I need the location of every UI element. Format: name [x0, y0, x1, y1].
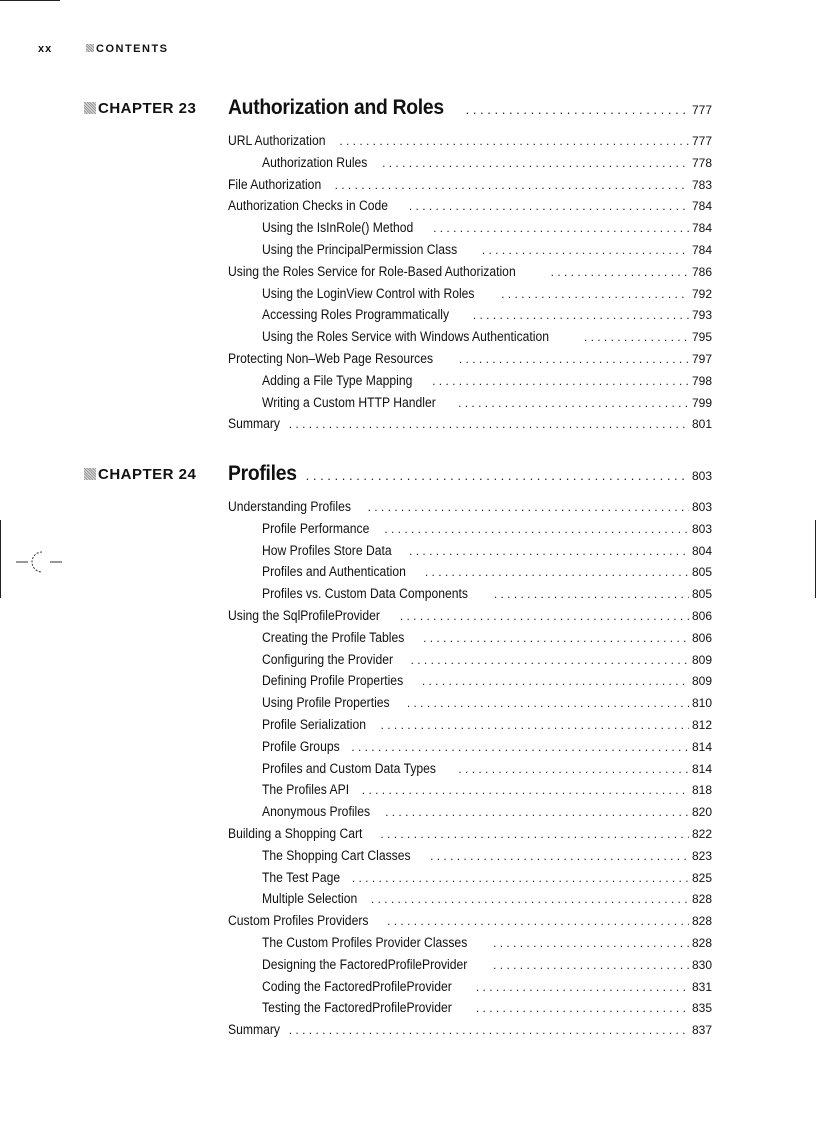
- entry-page-number: 783: [691, 177, 712, 192]
- toc-subsection-entry[interactable]: [228, 329, 712, 351]
- dot-leader: [476, 1001, 689, 1015]
- toc-subsection-entry[interactable]: [228, 717, 712, 739]
- entry-title[interactable]: Profile Performance: [262, 520, 370, 536]
- entry-title[interactable]: Profile Serialization: [262, 716, 367, 732]
- entry-page-number: 830: [691, 957, 712, 972]
- dot-leader: [362, 783, 689, 797]
- dot-leader: [409, 199, 689, 213]
- entry-page-number: 837: [691, 1023, 712, 1038]
- dot-leader: [494, 587, 689, 601]
- entry-title[interactable]: The Test Page: [262, 869, 341, 885]
- dot-leader: [351, 740, 689, 754]
- dot-leader: [458, 762, 689, 776]
- entry-title[interactable]: Testing the FactoredProfileProvider: [262, 1000, 452, 1016]
- toc-subsection-entry[interactable]: [228, 695, 712, 717]
- entry-page-number: 814: [691, 761, 712, 776]
- entry-page-number: 784: [691, 242, 712, 257]
- dot-leader: [382, 156, 689, 170]
- toc-subsection-entry[interactable]: [228, 286, 712, 308]
- toc-entry-list: [228, 499, 712, 1044]
- chapter-label: [84, 466, 196, 483]
- dot-leader: [458, 396, 689, 410]
- entry-page-number: 777: [691, 134, 712, 148]
- dot-leader: [422, 674, 689, 688]
- entry-page-number: 784: [691, 199, 712, 214]
- toc-entry-list: [228, 133, 712, 438]
- entry-title[interactable]: Using Profile Properties: [262, 695, 390, 711]
- entry-title[interactable]: Summary: [228, 416, 280, 432]
- toc-subsection-entry[interactable]: [228, 979, 712, 1001]
- entry-page-number: 835: [691, 1001, 712, 1016]
- toc-subsection-entry[interactable]: [228, 652, 712, 674]
- entry-page-number: 795: [691, 330, 712, 345]
- toc-subsection-entry[interactable]: [228, 739, 712, 761]
- chapter-title[interactable]: Authorization and Roles: [228, 96, 444, 119]
- toc-section-entry[interactable]: [228, 1022, 712, 1044]
- top-crop-rule: [0, 0, 60, 1]
- chapter-title-row[interactable]: [228, 462, 712, 486]
- toc-subsection-entry[interactable]: [228, 935, 712, 957]
- entry-page-number: 806: [691, 630, 712, 645]
- dot-leader: [409, 544, 689, 558]
- entry-title[interactable]: File Authorization: [228, 176, 322, 192]
- dot-leader: [493, 936, 689, 950]
- dot-leader: [335, 178, 689, 192]
- section-name: CONTENTS: [96, 43, 169, 55]
- entry-title[interactable]: Multiple Selection: [262, 891, 358, 907]
- dot-leader: [380, 827, 689, 841]
- entry-title[interactable]: Protecting Non–Web Page Resources: [228, 350, 434, 366]
- entry-page-number: 822: [691, 826, 712, 841]
- running-header: [38, 43, 169, 55]
- dot-leader: [473, 308, 689, 322]
- toc-section-entry[interactable]: [228, 826, 712, 848]
- entry-page-number: 806: [691, 608, 712, 623]
- entry-title[interactable]: Profiles and Custom Data Types: [262, 760, 437, 776]
- dot-leader: [501, 287, 689, 301]
- dot-leader: [411, 653, 689, 667]
- toc-section-entry[interactable]: [228, 264, 712, 286]
- entry-title[interactable]: Designing the FactoredProfileProvider: [262, 956, 468, 972]
- toc-subsection-entry[interactable]: [228, 220, 712, 242]
- dot-leader: [433, 221, 689, 235]
- entry-page-number: 778: [691, 155, 712, 170]
- toc-subsection-entry[interactable]: [228, 870, 712, 892]
- entry-title[interactable]: Configuring the Provider: [262, 651, 394, 667]
- page-number: xx: [38, 43, 53, 55]
- dot-leader: [306, 468, 689, 483]
- toc-subsection-entry[interactable]: [228, 521, 712, 543]
- dot-leader: [482, 243, 689, 257]
- dot-leader: [407, 696, 689, 710]
- entry-page-number: 804: [691, 543, 712, 558]
- entry-page-number: 828: [691, 892, 712, 907]
- toc-subsection-entry[interactable]: [228, 586, 712, 608]
- entry-title[interactable]: Creating the Profile Tables: [262, 629, 405, 645]
- entry-title[interactable]: Adding a File Type Mapping: [262, 372, 413, 388]
- dot-leader: [368, 500, 689, 514]
- entry-page-number: 818: [691, 783, 712, 798]
- entry-title[interactable]: Using the IsInRole() Method: [262, 220, 414, 236]
- entry-title[interactable]: Custom Profiles Providers: [228, 913, 369, 929]
- toc-subsection-entry[interactable]: [228, 957, 712, 979]
- toc-subsection-entry[interactable]: [228, 307, 712, 329]
- toc-subsection-entry[interactable]: [228, 155, 712, 177]
- dot-leader: [493, 958, 689, 972]
- dot-leader: [423, 631, 689, 645]
- entry-title[interactable]: How Profiles Store Data: [262, 542, 392, 558]
- entry-page-number: 809: [691, 652, 712, 667]
- entry-page-number: 798: [691, 373, 712, 388]
- toc-subsection-entry[interactable]: [228, 564, 712, 586]
- entry-title[interactable]: Profiles vs. Custom Data Components: [262, 586, 468, 602]
- toc-section-entry[interactable]: [228, 499, 712, 521]
- dot-leader: [381, 718, 689, 732]
- dot-leader: [352, 871, 689, 885]
- toc-subsection-entry[interactable]: [228, 630, 712, 652]
- toc-section-entry[interactable]: [228, 913, 712, 935]
- entry-page-number: 828: [691, 914, 712, 929]
- entry-title[interactable]: Profile Groups: [262, 738, 340, 754]
- chapter-page-number: 803: [691, 469, 712, 483]
- dot-leader: [466, 102, 689, 117]
- dot-leader: [432, 374, 689, 388]
- entry-title[interactable]: URL Authorization: [228, 133, 326, 148]
- entry-title[interactable]: Defining Profile Properties: [262, 673, 404, 689]
- square-bullet-icon: [86, 44, 94, 52]
- entry-page-number: 805: [691, 587, 712, 602]
- entry-title[interactable]: Summary: [228, 1022, 280, 1038]
- toc-subsection-entry[interactable]: [228, 673, 712, 695]
- entry-title[interactable]: Using the SqlProfileProvider: [228, 607, 380, 623]
- dot-leader: [425, 565, 689, 579]
- dot-leader: [371, 892, 689, 906]
- toc-subsection-entry[interactable]: [228, 804, 712, 826]
- entry-page-number: 828: [691, 935, 712, 950]
- dot-leader: [476, 980, 689, 994]
- entry-page-number: 784: [691, 221, 712, 236]
- left-crop-mark: [0, 520, 1, 598]
- entry-page-number: 803: [691, 521, 712, 536]
- entry-page-number: 805: [691, 565, 712, 580]
- chapter-page-number: 777: [691, 103, 712, 117]
- dot-leader: [289, 1023, 689, 1037]
- entry-title[interactable]: The Custom Profiles Provider Classes: [262, 934, 468, 950]
- chapter-title-row[interactable]: [228, 96, 712, 120]
- chapter-number: CHAPTER 24: [98, 466, 197, 483]
- entry-title[interactable]: Coding the FactoredProfileProvider: [262, 978, 452, 994]
- entry-page-number: 814: [691, 739, 712, 754]
- entry-page-number: 786: [691, 264, 712, 279]
- entry-title[interactable]: Using the PrincipalPermission Class: [262, 241, 458, 257]
- entry-title[interactable]: The Shopping Cart Classes: [262, 847, 411, 863]
- toc-section-entry[interactable]: [228, 351, 712, 373]
- entry-title[interactable]: Writing a Custom HTTP Handler: [262, 394, 436, 410]
- dot-leader: [387, 914, 689, 928]
- dot-leader: [339, 134, 689, 148]
- entry-page-number: 792: [691, 286, 712, 301]
- entry-title[interactable]: The Profiles API: [262, 782, 350, 798]
- entry-title[interactable]: Understanding Profiles: [228, 499, 351, 514]
- chapter-label: [84, 100, 196, 117]
- entry-page-number: 797: [691, 351, 712, 366]
- toc-subsection-entry[interactable]: [228, 848, 712, 870]
- toc-subsection-entry[interactable]: [228, 891, 712, 913]
- toc-section-entry[interactable]: [228, 133, 712, 155]
- toc-subsection-entry[interactable]: [228, 761, 712, 783]
- toc-section-entry[interactable]: [228, 177, 712, 199]
- toc-subsection-entry[interactable]: [228, 395, 712, 417]
- toc-subsection-entry[interactable]: [228, 373, 712, 395]
- entry-page-number: 825: [691, 870, 712, 885]
- toc-section-entry[interactable]: [228, 608, 712, 630]
- square-bullet-icon: [84, 102, 96, 114]
- entry-title[interactable]: Profiles and Authentication: [262, 564, 406, 580]
- dot-leader: [430, 849, 689, 863]
- entry-title[interactable]: Authorization Rules: [262, 154, 368, 170]
- entry-page-number: 812: [691, 717, 712, 732]
- entry-title[interactable]: Using the LoginView Control with Roles: [262, 285, 475, 301]
- entry-page-number: 803: [691, 500, 712, 514]
- dot-leader: [400, 609, 689, 623]
- dot-leader: [385, 805, 689, 819]
- entry-title[interactable]: Accessing Roles Programmatically: [262, 307, 450, 323]
- entry-title[interactable]: Using the Roles Service with Windows Authentication: [262, 329, 550, 345]
- dot-leader: [289, 417, 689, 431]
- chapter-number: CHAPTER 23: [98, 100, 197, 117]
- toc-section-entry[interactable]: [228, 198, 712, 220]
- entry-page-number: 809: [691, 674, 712, 689]
- entry-page-number: 801: [691, 417, 712, 432]
- toc-section-entry[interactable]: [228, 416, 712, 438]
- toc-subsection-entry[interactable]: [228, 782, 712, 804]
- toc-subsection-entry[interactable]: [228, 543, 712, 565]
- square-bullet-icon: [84, 468, 96, 480]
- chapter-title[interactable]: Profiles: [228, 462, 297, 485]
- dot-leader: [584, 330, 689, 344]
- dot-leader: [384, 522, 689, 536]
- entry-page-number: 793: [691, 308, 712, 323]
- dot-leader: [551, 265, 689, 279]
- entry-title[interactable]: Using the Roles Service for Role-Based Authorization: [228, 263, 516, 279]
- entry-title[interactable]: Anonymous Profiles: [262, 804, 371, 820]
- entry-page-number: 831: [691, 979, 712, 994]
- entry-title[interactable]: Building a Shopping Cart: [228, 825, 363, 841]
- entry-page-number: 823: [691, 848, 712, 863]
- registration-mark-icon: [16, 548, 62, 576]
- entry-title[interactable]: Authorization Checks in Code: [228, 198, 389, 214]
- toc-subsection-entry[interactable]: [228, 1000, 712, 1022]
- entry-page-number: 820: [691, 805, 712, 820]
- dot-leader: [459, 352, 689, 366]
- entry-page-number: 799: [691, 395, 712, 410]
- entry-page-number: 810: [691, 696, 712, 711]
- toc-subsection-entry[interactable]: [228, 242, 712, 264]
